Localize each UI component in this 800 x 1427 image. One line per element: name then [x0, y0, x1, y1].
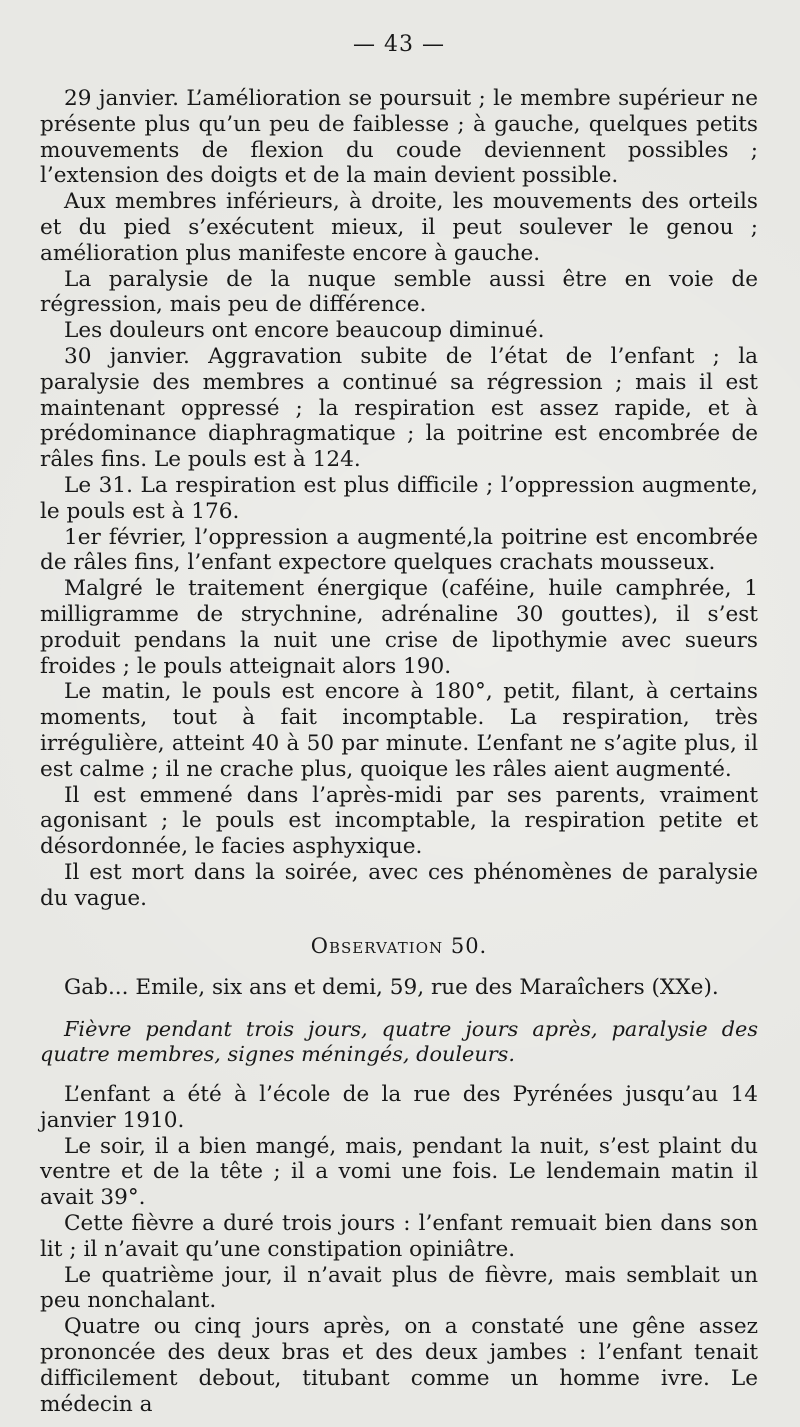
observation-50-body	[40, 1082, 758, 1417]
paragraph: Il est mort dans la soirée, avec ces phénomènes de paralysie du vague.	[40, 859, 758, 911]
paragraph: Le soir, il a bien mangé, mais, pendant la nuit, s’est plaint du ventre et de la tête ; il a vomi une fois. Le lendemain matin il avait 39°.	[40, 1133, 758, 1211]
paragraph: 1er février, l’oppression a augmenté,la poitrine est encombrée de râles fins, l’enfant expectore quelques crachats mousseux.	[40, 524, 758, 576]
paragraph: Le quatrième jour, il n’avait plus de fièvre, mais semblait un peu nonchalant.	[40, 1262, 758, 1314]
paragraph: Cette fièvre a duré trois jours : l’enfant remuait bien dans son lit ; il n’avait qu’une constipation opiniâtre.	[40, 1211, 758, 1262]
paragraph: Malgré le traitement énergique (caféine, huile camphrée, 1 milligramme de strychnine, adrénaline 30 gouttes), il s’est produit pendans la nuit une crise de lipothymie avec sueurs froides ; le pouls atteignait alors 190.	[40, 576, 758, 679]
paragraph: L’enfant a été à l’école de la rue des Pyrénées jusqu’au 14 janvier 1910.	[40, 1082, 758, 1133]
paragraph: Aux membres inférieurs, à droite, les mouvements des orteils et du pied s’exécutent mieux, il peut soulever le genou ; amélioration plus manifeste encore à gauche.	[40, 189, 758, 266]
paragraph: Les douleurs ont encore beaucoup diminué.	[64, 318, 545, 344]
paragraph: 29 janvier. L’amélioration se poursuit ; le membre supérieur ne présente plus qu’un peu de faiblesse ; à gauche, quelques petits mouvements de flexion du coude deviennent possibles ; l’extension des doigts et de la main devient possible.	[40, 86, 758, 189]
observation-49-continuation	[40, 86, 758, 912]
patient-line: Gab... Emile, six ans et demi, 59, rue des Maraîchers (XXe).	[64, 974, 719, 1000]
observation-heading: Observation 50.	[310, 933, 488, 958]
paragraph: Il est emmené dans l’après-midi par ses parents, vraiment agonisant ; le pouls est incomptable, la respiration petite et désordonnée, le facies asphyxique.	[40, 782, 758, 860]
paragraph: La paralysie de la nuque semble aussi être en voie de régression, mais peu de différence.	[40, 266, 758, 318]
case-summary: Fièvre pendant trois jours, quatre jours après, paralysie des quatre membres, signes méningés, douleurs.	[40, 1016, 758, 1067]
paragraph: Quatre ou cinq jours après, on a constaté une gêne assez prononcée des deux bras et des deux jambes : l’enfant tenait difficilement debout, titubant comme un homme ivre. Le médecin a	[40, 1314, 758, 1417]
paragraph: Le matin, le pouls est encore à 180°, petit, filant, à certains moments, tout à fait incomptable. La respiration, très irrégulière, atteint 40 à 50 par minute. L’enfant ne s’agite plus, il est calme ; il ne crache plus, quoique les râles aient augmenté.	[40, 679, 758, 782]
paragraph: Le 31. La respiration est plus difficile ; l’oppression augmente, le pouls est à 176.	[40, 472, 758, 524]
paragraph: 30 janvier. Aggravation subite de l’état de l’enfant ; la paralysie des membres a continué sa régression ; mais il est maintenant oppressé ; la respiration est assez rapide, et à prédominance diaphragmatique ; la poitrine est encombrée de râles fins. Le pouls est à 124.	[40, 343, 758, 473]
page-number: — 43 —	[353, 32, 445, 57]
